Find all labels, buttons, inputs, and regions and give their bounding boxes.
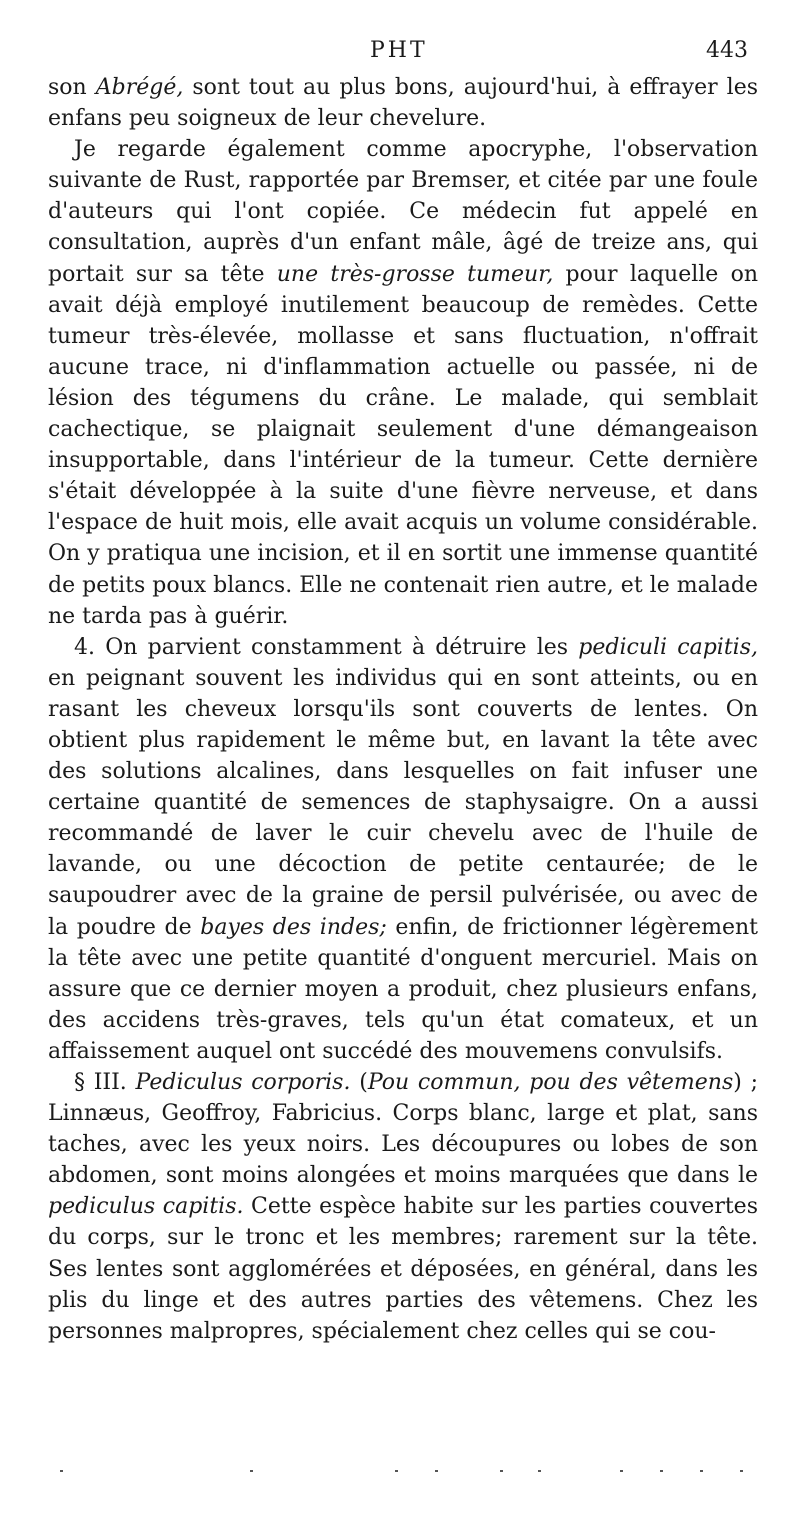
text-segment: Je regarde également comme apocryphe, l'observation suivante de Rust, rapportée par Bremser, et citée par une foule d'auteurs qui l'ont copiée. Ce médecin fut appelé en consultation, auprès d'un enfant mâle, âgé de treize ans, qui portait sur sa tête xyxy=(48,137,758,287)
page-header xyxy=(0,38,800,68)
italic-segment: bayes des indes; xyxy=(200,914,387,940)
text-segment: en peignant souvent les individus qui en sont atteints, ou en rasant les cheveux lorsqu'ils sont couverts de lentes. On obtient plus rapidement le même but, en lavant la tête avec des solutions alcalines, dans lesquelles on fait infuser une certaine quantité de semences de staphysaigre. On a aussi recommandé de laver le cuir chevelu avec de l'huile de lavande, ou une décoction de petite centaurée; de le saupoudrer avec de la graine de persil pulvérisée, ou avec de la poudre de xyxy=(48,665,758,940)
paragraph-section-three xyxy=(48,1067,758,1347)
text-segment: son xyxy=(48,75,96,100)
text-segment: pour laquelle on avait déjà employé inutilement beaucoup de remèdes. Cette tumeur très-élevée, mollasse et sans fluctuation, n'offrait aucune trace, ni d'inflammation actuelle ou passée, ni de lésion des tégumens du crâne. Le malade, qui semblait cachectique, se plaignait seulement d'une démangeaison insupportable, dans l'intérieur de la tumeur. Cette dernière s'était développée à la suite d'une fièvre nerveuse, et dans l'espace de huit mois, elle avait acquis un volume considérable. On y pratiqua une incision, et il en sortit une immense quantité de petits poux blancs. Elle ne contenait rien autre, et le malade ne tarda pas à guérir. xyxy=(48,261,758,629)
italic-segment: Abrégé, xyxy=(95,75,184,100)
italic-segment: Pediculus corporis. xyxy=(135,1070,351,1095)
text-segment: ( xyxy=(350,1070,368,1095)
text-segment: Cette espèce habite sur les parties couvertes du corps, sur le tronc et les membres; rarement sur la tête. Ses lentes sont agglomérées et déposées, en général, dans les plis du linge et des autres parties des vêtemens. Chez les personnes malpropres, spécialement chez celles qui se cou- xyxy=(48,1194,758,1344)
section-marker: § III. xyxy=(74,1070,136,1095)
paragraph-continued xyxy=(48,72,758,134)
italic-segment: pediculus capitis. xyxy=(48,1194,244,1220)
body-text xyxy=(48,72,758,1347)
footer-print-marks xyxy=(60,1470,760,1478)
italic-segment: une très-grosse tumeur, xyxy=(276,261,554,287)
italic-segment: Pou commun, pou des vêtemens xyxy=(367,1070,734,1095)
text-segment: ) ; Linnæus, Geoffroy, Fabricius. Corps blanc, large et plat, sans taches, avec les yeux noirs. Les découpures ou lobes de son abdomen, sont moins alongées et moins marquées que dans le xyxy=(48,1070,758,1189)
italic-segment: pediculi capitis, xyxy=(578,634,758,660)
text-segment: 4. On parvient constamment à détruire les xyxy=(74,634,579,660)
paragraph-treatment xyxy=(48,632,758,1067)
page-number: 443 xyxy=(706,38,748,63)
paragraph-rust-observation xyxy=(48,134,758,632)
text-segment: enfin, de frictionner légèrement la tête avec une petite quantité d'onguent mercuriel. Mais on assure que ce dernier moyen a produit, chez plusieurs enfans, des accidens très-graves, tels qu'un état comateux, et un affaissement auquel ont succédé des mouvemens convulsifs. xyxy=(48,914,759,1064)
running-head: PHT xyxy=(370,38,428,63)
text-segment: sont tout au plus bons, aujourd'hui, à effrayer les enfans peu soigneux de leur chevelure. xyxy=(48,75,759,132)
